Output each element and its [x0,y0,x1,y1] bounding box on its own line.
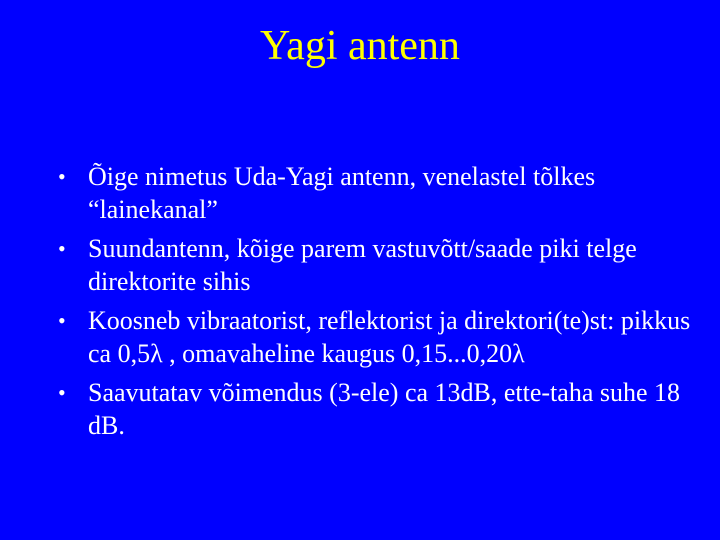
bullet-list [58,160,698,448]
bullet-text: Saavutatav võimendus (3-ele) ca 13dB, ette-taha suhe 18 dB. [88,378,681,440]
bullet-text: Õige nimetus Uda-Yagi antenn, venelastel tõlkes “lainekanal” [88,162,596,224]
bullet-icon: • [58,380,66,405]
bullet-icon: • [58,236,66,261]
bullet-icon: • [58,164,66,189]
bullet-item [58,376,698,442]
bullet-text: Suundantenn, kõige parem vastuvõtt/saade piki telge direktorite sihis [88,234,637,296]
bullet-text: Koosneb vibraatorist, reflektorist ja direktori(te)st: pikkus ca 0,5λ , omavaheline kaugus 0,15...0,20λ [88,306,691,368]
bullet-item [58,232,698,298]
bullet-item [58,304,698,370]
bullet-item [58,160,698,226]
bullet-icon: • [58,308,66,333]
slide-title: Yagi antenn [260,23,460,69]
